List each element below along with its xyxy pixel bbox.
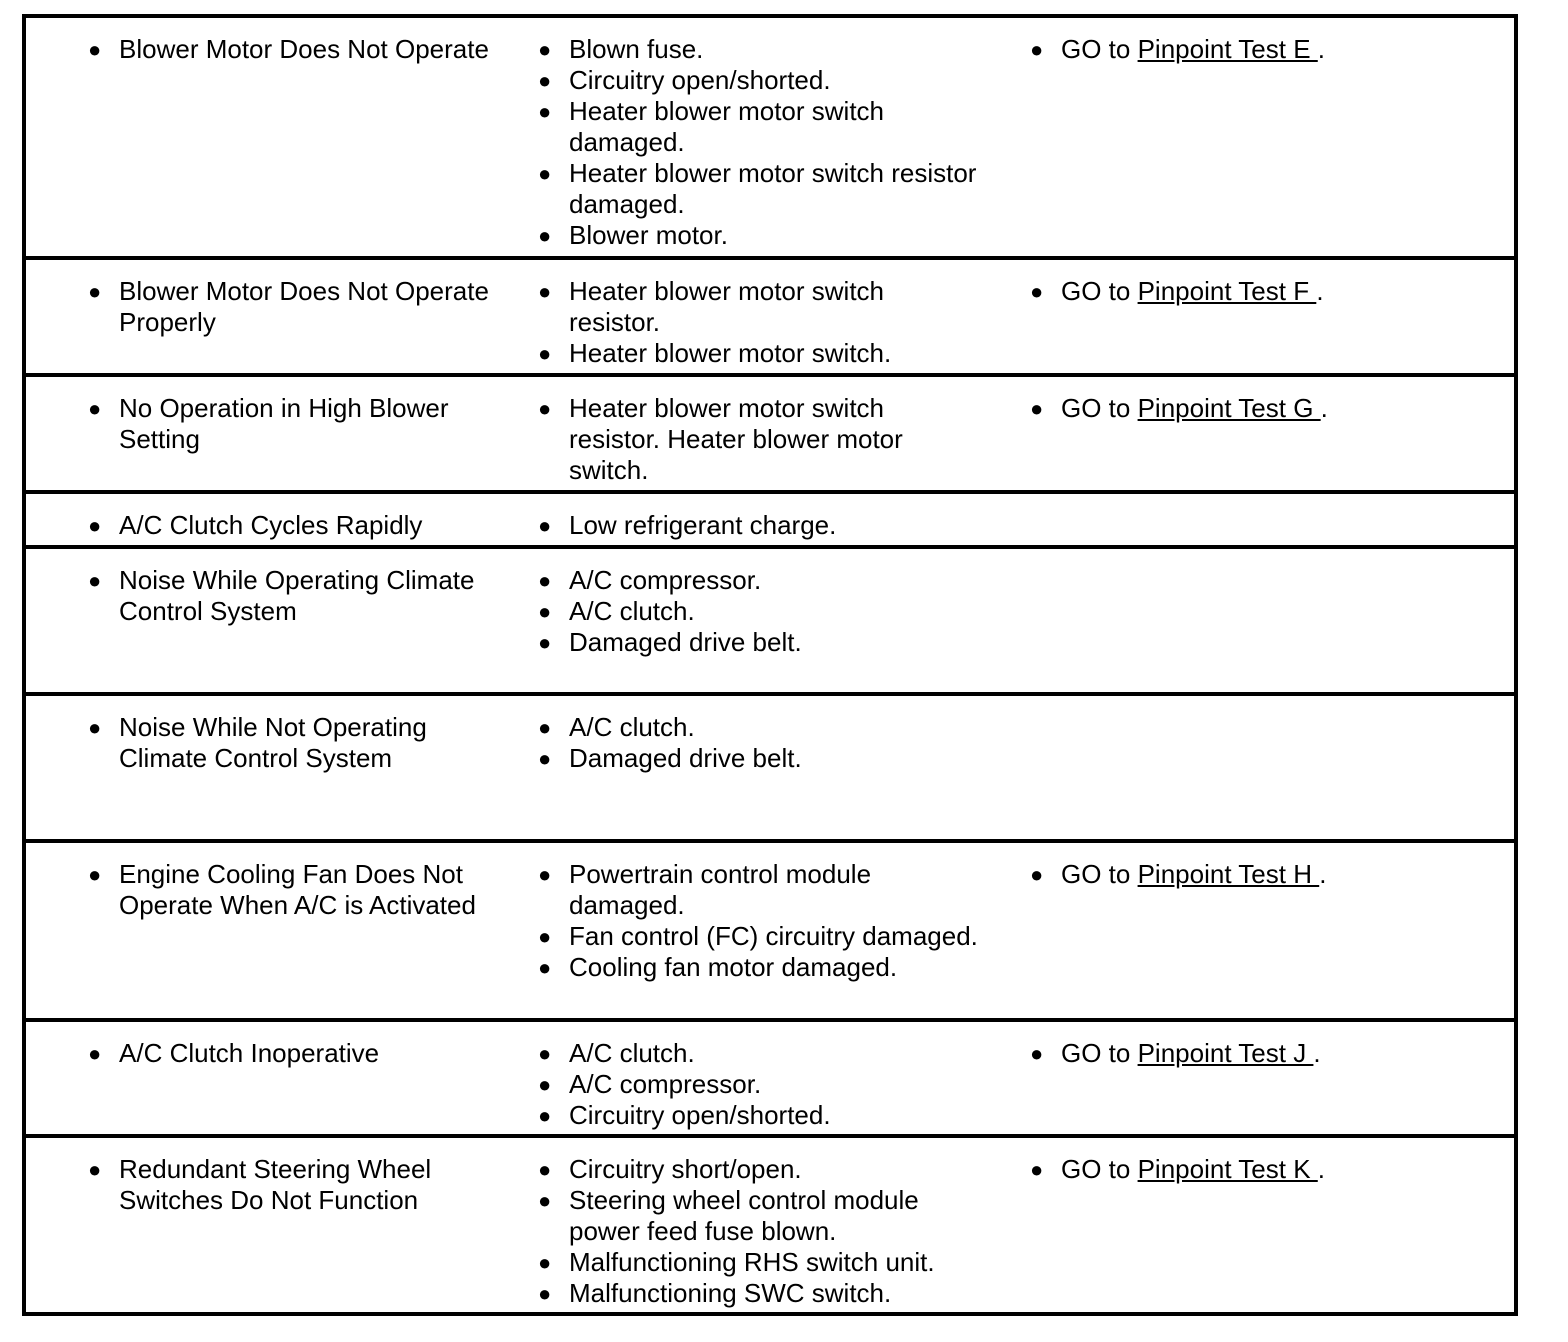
bullet-icon: ● — [538, 568, 552, 593]
bullet-icon: ● — [538, 715, 552, 740]
action-prefix: GO to — [1061, 1038, 1138, 1068]
symptom-list — [88, 510, 498, 541]
list-item — [538, 1069, 978, 1100]
bullet-icon: ● — [1030, 862, 1044, 887]
bullet-icon: ● — [538, 161, 552, 186]
table-row — [26, 494, 1514, 549]
symptom-list — [88, 565, 498, 627]
bullet-icon: ● — [88, 37, 102, 62]
cause-text: Heater blower motor switch resistor. — [569, 276, 884, 337]
diagnosis-table — [22, 14, 1518, 1316]
list-item — [88, 712, 498, 774]
symptom-text: A/C Clutch Cycles Rapidly — [119, 510, 423, 540]
bullet-icon: ● — [538, 924, 552, 949]
action-suffix: . — [1317, 34, 1325, 64]
bullet-icon: ● — [538, 862, 552, 887]
cause-text: Heater blower motor switch damaged. — [569, 96, 884, 157]
list-item — [538, 393, 978, 486]
list-item — [88, 859, 498, 921]
cause-list — [538, 510, 978, 541]
cause-list — [538, 712, 978, 774]
symptom-list — [88, 393, 498, 455]
cause-text: Heater blower motor switch resistor damaged. — [569, 158, 977, 219]
list-item — [538, 1247, 978, 1278]
table-row — [26, 377, 1514, 494]
cause-text: Steering wheel control module power feed fuse blown. — [569, 1185, 919, 1246]
bullet-icon: ● — [1030, 37, 1044, 62]
bullet-icon: ● — [538, 68, 552, 93]
action-list — [1030, 1038, 1490, 1069]
list-item — [538, 276, 978, 338]
list-item — [538, 1278, 978, 1309]
pinpoint-test-e-link[interactable]: Pinpoint Test E — [1137, 34, 1318, 64]
action-suffix: . — [1313, 1038, 1321, 1068]
table-row — [26, 549, 1514, 696]
cause-list — [538, 1154, 978, 1309]
cause-text: Circuitry short/open. — [569, 1154, 802, 1184]
list-item — [538, 1154, 978, 1185]
list-item — [538, 712, 978, 743]
bullet-icon: ● — [538, 223, 552, 248]
action-prefix: GO to — [1061, 276, 1138, 306]
cause-text: Blower motor. — [569, 220, 728, 250]
list-item — [538, 338, 978, 369]
bullet-icon: ● — [88, 715, 102, 740]
bullet-icon: ● — [1030, 396, 1044, 421]
pinpoint-test-j-link[interactable]: Pinpoint Test J — [1137, 1038, 1314, 1068]
list-item — [538, 921, 978, 952]
bullet-icon: ● — [538, 1188, 552, 1213]
symptom-text: Blower Motor Does Not Operate — [119, 34, 489, 64]
list-item — [88, 1038, 498, 1069]
action-list — [1030, 34, 1490, 65]
list-item — [538, 158, 978, 220]
list-item — [88, 1154, 498, 1216]
cause-list — [538, 859, 978, 983]
bullet-icon: ● — [88, 1041, 102, 1066]
symptom-text: No Operation in High Blower Setting — [119, 393, 449, 454]
cause-text: Malfunctioning SWC switch. — [569, 1278, 892, 1308]
bullet-icon: ● — [538, 1281, 552, 1306]
cause-text: Cooling fan motor damaged. — [569, 952, 898, 982]
symptom-list — [88, 712, 498, 774]
cause-text: A/C clutch. — [569, 712, 695, 742]
bullet-icon: ● — [88, 279, 102, 304]
bullet-icon: ● — [538, 630, 552, 655]
list-item — [538, 596, 978, 627]
pinpoint-test-k-link[interactable]: Pinpoint Test K — [1137, 1154, 1318, 1184]
bullet-icon: ● — [1030, 1157, 1044, 1182]
bullet-icon: ● — [88, 396, 102, 421]
bullet-icon: ● — [88, 513, 102, 538]
bullet-icon: ● — [1030, 279, 1044, 304]
list-item — [538, 859, 978, 921]
action-suffix: . — [1317, 1154, 1325, 1184]
action-prefix: GO to — [1061, 34, 1138, 64]
bullet-icon: ● — [88, 568, 102, 593]
list-item — [88, 393, 498, 455]
list-item — [538, 627, 978, 658]
list-item — [538, 96, 978, 158]
cause-list — [538, 34, 978, 251]
list-item — [1030, 393, 1490, 424]
bullet-icon: ● — [538, 341, 552, 366]
symptom-list — [88, 1154, 498, 1216]
bullet-icon: ● — [538, 1072, 552, 1097]
symptom-text: Engine Cooling Fan Does Not Operate When A/C is Activated — [119, 859, 476, 920]
symptom-list — [88, 276, 498, 338]
bullet-icon: ● — [538, 746, 552, 771]
list-item — [1030, 859, 1490, 890]
cause-list — [538, 276, 978, 369]
table-row — [26, 1138, 1514, 1312]
table-row — [26, 260, 1514, 377]
list-item — [538, 34, 978, 65]
list-item — [538, 220, 978, 251]
symptom-list — [88, 1038, 498, 1069]
bullet-icon: ● — [538, 513, 552, 538]
bullet-icon: ● — [88, 1157, 102, 1182]
list-item — [538, 1038, 978, 1069]
cause-text: Circuitry open/shorted. — [569, 1100, 831, 1130]
action-suffix: . — [1319, 859, 1327, 889]
bullet-icon: ● — [538, 279, 552, 304]
symptom-text: Noise While Not Operating Climate Control System — [119, 712, 427, 773]
list-item — [88, 34, 498, 65]
symptom-text: Redundant Steering Wheel Switches Do Not Function — [119, 1154, 432, 1215]
cause-list — [538, 1038, 978, 1131]
list-item — [1030, 1154, 1490, 1185]
list-item — [88, 510, 498, 541]
cause-text: Damaged drive belt. — [569, 627, 802, 657]
list-item — [538, 510, 978, 541]
cause-list — [538, 565, 978, 658]
bullet-icon: ● — [538, 37, 552, 62]
action-list — [1030, 859, 1490, 890]
cause-text: Fan control (FC) circuitry damaged. — [569, 921, 978, 951]
cause-list — [538, 393, 978, 486]
table-row — [26, 696, 1514, 843]
bullet-icon: ● — [538, 396, 552, 421]
bullet-icon: ● — [538, 955, 552, 980]
cause-text: Blown fuse. — [569, 34, 704, 64]
pinpoint-test-g-link[interactable]: Pinpoint Test G — [1137, 393, 1321, 423]
bullet-icon: ● — [538, 1103, 552, 1128]
bullet-icon: ● — [538, 99, 552, 124]
list-item — [1030, 1038, 1490, 1069]
bullet-icon: ● — [538, 1041, 552, 1066]
list-item — [538, 1185, 978, 1247]
action-prefix: GO to — [1061, 859, 1138, 889]
action-suffix: . — [1320, 393, 1328, 423]
list-item — [538, 743, 978, 774]
list-item — [88, 565, 498, 627]
list-item — [88, 276, 498, 338]
table-row — [26, 18, 1514, 260]
cause-text: A/C compressor. — [569, 1069, 762, 1099]
symptom-list — [88, 34, 498, 65]
list-item — [1030, 276, 1490, 307]
bullet-icon: ● — [88, 862, 102, 887]
list-item — [538, 65, 978, 96]
cause-text: Malfunctioning RHS switch unit. — [569, 1247, 935, 1277]
action-list — [1030, 393, 1490, 424]
pinpoint-test-h-link[interactable]: Pinpoint Test H — [1137, 859, 1320, 889]
list-item — [538, 565, 978, 596]
cause-text: A/C compressor. — [569, 565, 762, 595]
cause-text: Heater blower motor switch. — [569, 338, 892, 368]
bullet-icon: ● — [538, 1250, 552, 1275]
bullet-icon: ● — [1030, 1041, 1044, 1066]
action-prefix: GO to — [1061, 1154, 1138, 1184]
cause-text: Circuitry open/shorted. — [569, 65, 831, 95]
cause-text: Damaged drive belt. — [569, 743, 802, 773]
symptom-text: A/C Clutch Inoperative — [119, 1038, 380, 1068]
action-list — [1030, 1154, 1490, 1185]
symptom-text: Blower Motor Does Not Operate Properly — [119, 276, 489, 337]
list-item — [538, 952, 978, 983]
bullet-icon: ● — [538, 1157, 552, 1182]
table-row — [26, 1022, 1514, 1138]
table-row — [26, 843, 1514, 1022]
cause-text: Heater blower motor switch resistor. Heater blower motor switch. — [569, 393, 903, 485]
list-item — [1030, 34, 1490, 65]
cause-text: Powertrain control module damaged. — [569, 859, 872, 920]
bullet-icon: ● — [538, 599, 552, 624]
symptom-text: Noise While Operating Climate Control System — [119, 565, 475, 626]
action-suffix: . — [1316, 276, 1324, 306]
cause-text: A/C clutch. — [569, 1038, 695, 1068]
action-prefix: GO to — [1061, 393, 1138, 423]
list-item — [538, 1100, 978, 1131]
cause-text: A/C clutch. — [569, 596, 695, 626]
cause-text: Low refrigerant charge. — [569, 510, 837, 540]
symptom-list — [88, 859, 498, 921]
action-list — [1030, 276, 1490, 307]
pinpoint-test-f-link[interactable]: Pinpoint Test F — [1137, 276, 1317, 306]
